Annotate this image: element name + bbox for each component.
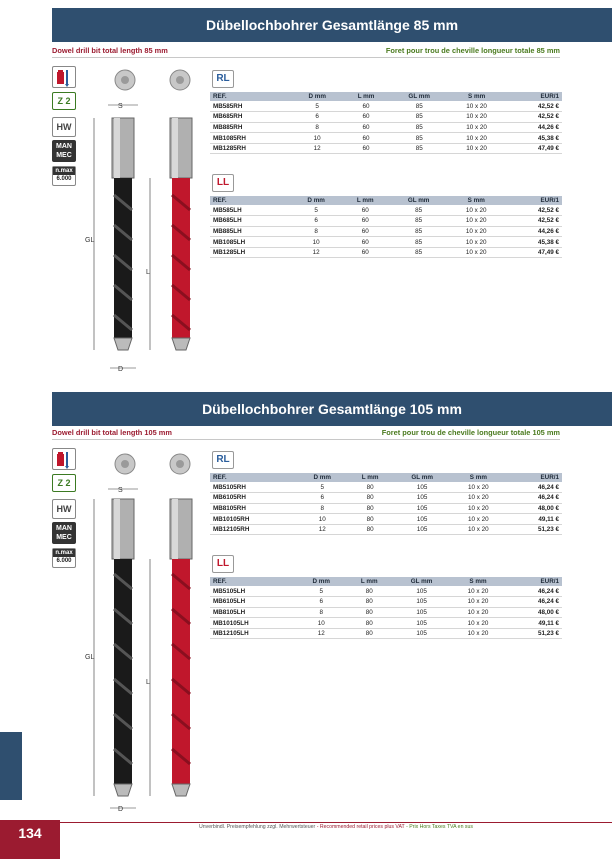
value-cell: 10 x 20	[448, 226, 505, 237]
price-table-rl	[210, 92, 562, 154]
table-header-row	[210, 92, 562, 101]
value-cell: 85	[389, 216, 448, 227]
subtitle-english: Dowel drill bit total length 105 mm	[52, 428, 172, 437]
value-cell: 5	[292, 101, 342, 112]
value-cell: 10 x 20	[451, 493, 506, 504]
table-header-row	[210, 196, 562, 205]
ref-cell: MB585RH	[210, 101, 292, 112]
value-cell: 60	[341, 237, 389, 248]
value-cell: 105	[394, 493, 451, 504]
nmax-label: n.max	[53, 549, 75, 557]
value-cell: 80	[346, 618, 393, 629]
ref-cell: MB685RH	[210, 112, 292, 123]
safety-icon	[52, 66, 76, 88]
value-cell: 60	[341, 216, 389, 227]
ref-cell: MB6105RH	[210, 493, 298, 504]
ref-cell: MB1085RH	[210, 133, 292, 144]
value-cell: 10 x 20	[451, 514, 506, 525]
footer-fr: Prix Hors Taxes TVA en sus	[409, 824, 473, 830]
value-cell: 85	[390, 101, 448, 112]
price-table-rl	[210, 473, 562, 535]
dim-gl-label: GL	[85, 654, 95, 661]
section-title: Dübellochbohrer Gesamtlänge 105 mm	[52, 392, 612, 426]
subtitle-english: Dowel drill bit total length 85 mm	[52, 46, 168, 55]
divider	[52, 57, 560, 58]
value-cell: 12	[291, 247, 341, 258]
column-header: S mm	[451, 473, 506, 482]
subtitle-french: Foret pour trou de cheville longueur totale 105 mm	[381, 428, 560, 437]
page-number: 134	[0, 820, 60, 859]
value-cell: 85	[389, 247, 448, 258]
value-cell: 8	[297, 607, 346, 618]
table-row	[210, 101, 562, 112]
column-header: REF.	[210, 577, 297, 586]
value-cell: 5	[297, 586, 346, 597]
price-cell: 46,24 €	[506, 482, 562, 493]
value-cell: 10 x 20	[448, 205, 505, 216]
value-cell: 10 x 20	[448, 143, 504, 154]
value-cell: 80	[347, 524, 394, 535]
value-cell: 105	[393, 618, 450, 629]
value-cell: 80	[346, 628, 393, 639]
ref-cell: MB5105RH	[210, 482, 298, 493]
nmax-value: 6.000	[56, 176, 72, 182]
nmax-icon	[52, 166, 76, 186]
table-row	[210, 133, 562, 144]
column-header: D mm	[292, 92, 342, 101]
value-cell: 8	[291, 226, 341, 237]
value-cell: 10 x 20	[451, 503, 506, 514]
ref-cell: MB1285LH	[210, 247, 291, 258]
value-cell: 60	[342, 133, 390, 144]
rl-badge: RL	[212, 70, 234, 88]
value-cell: 6	[291, 216, 341, 227]
value-cell: 10 x 20	[450, 597, 505, 608]
column-header: GL mm	[394, 473, 451, 482]
price-cell: 42,52 €	[505, 101, 562, 112]
value-cell: 85	[389, 226, 448, 237]
ref-cell: MB885LH	[210, 226, 291, 237]
rl-badge: RL	[212, 451, 234, 469]
value-cell: 80	[347, 482, 394, 493]
value-cell: 10 x 20	[450, 586, 505, 597]
value-cell: 60	[342, 112, 390, 123]
value-cell: 85	[390, 122, 448, 133]
table-row	[210, 597, 562, 608]
column-header: D mm	[297, 577, 346, 586]
dim-s-label: S	[118, 103, 123, 110]
ref-cell: MB10105LH	[210, 618, 297, 629]
side-tab	[0, 732, 22, 800]
price-cell: 47,49 €	[505, 143, 562, 154]
value-cell: 10 x 20	[450, 607, 505, 618]
ref-cell: MB6105LH	[210, 597, 297, 608]
value-cell: 80	[346, 586, 393, 597]
value-cell: 80	[347, 514, 394, 525]
column-header: L mm	[347, 473, 394, 482]
column-header: GL mm	[389, 196, 448, 205]
drill-bit-drawing	[80, 444, 210, 820]
value-cell: 10	[297, 618, 346, 629]
value-cell: 10 x 20	[448, 112, 504, 123]
value-cell: 60	[342, 143, 390, 154]
value-cell: 10 x 20	[451, 482, 506, 493]
mec-label: MEC	[56, 534, 72, 541]
value-cell: 105	[393, 597, 450, 608]
column-header: L mm	[341, 196, 389, 205]
man-mec-icon	[52, 140, 76, 162]
ref-cell: MB5105LH	[210, 586, 297, 597]
value-cell: 12	[298, 524, 347, 535]
value-cell: 6	[292, 112, 342, 123]
ref-cell: MB10105RH	[210, 514, 298, 525]
section-title: Dübellochbohrer Gesamtlänge 85 mm	[52, 8, 612, 42]
z2-icon: Z 2	[52, 92, 76, 110]
value-cell: 6	[298, 493, 347, 504]
value-cell: 10 x 20	[451, 524, 506, 535]
column-header: GL mm	[390, 92, 448, 101]
mec-label: MEC	[56, 152, 72, 159]
value-cell: 5	[298, 482, 347, 493]
value-cell: 10 x 20	[448, 133, 504, 144]
table-row	[210, 514, 562, 525]
column-header: EUR/1	[505, 92, 562, 101]
column-header: S mm	[448, 196, 505, 205]
ll-badge: LL	[212, 555, 234, 573]
table-row	[210, 247, 562, 258]
table-row	[210, 493, 562, 504]
column-header: L mm	[342, 92, 390, 101]
table-header-row	[210, 577, 562, 586]
divider	[52, 439, 560, 440]
value-cell: 60	[341, 205, 389, 216]
value-cell: 85	[389, 205, 448, 216]
table-row	[210, 482, 562, 493]
footer-en: Recommended retail prices plus VAT	[319, 824, 405, 830]
ref-cell: MB1085LH	[210, 237, 291, 248]
nmax-icon	[52, 548, 76, 568]
footer-divider	[60, 822, 612, 823]
value-cell: 5	[291, 205, 341, 216]
dim-d-label: D	[118, 366, 124, 373]
price-cell: 48,00 €	[506, 607, 562, 618]
column-header: EUR/1	[506, 473, 562, 482]
value-cell: 12	[292, 143, 342, 154]
value-cell: 60	[342, 122, 390, 133]
price-cell: 46,24 €	[506, 597, 562, 608]
value-cell: 85	[390, 112, 448, 123]
table-row	[210, 143, 562, 154]
price-cell: 44,26 €	[505, 226, 562, 237]
value-cell: 10 x 20	[448, 122, 504, 133]
value-cell: 12	[297, 628, 346, 639]
price-cell: 49,11 €	[506, 618, 562, 629]
price-cell: 47,49 €	[505, 247, 562, 258]
nmax-label: n.max	[53, 167, 75, 175]
value-cell: 10 x 20	[448, 101, 504, 112]
table-row	[210, 618, 562, 629]
price-cell: 51,23 €	[506, 628, 562, 639]
value-cell: 10 x 20	[448, 216, 505, 227]
price-cell: 44,26 €	[505, 122, 562, 133]
value-cell: 105	[393, 628, 450, 639]
value-cell: 80	[347, 493, 394, 504]
price-cell: 48,00 €	[506, 503, 562, 514]
column-header: REF.	[210, 473, 298, 482]
ref-cell: MB885RH	[210, 122, 292, 133]
value-cell: 10	[291, 237, 341, 248]
ref-cell: MB585LH	[210, 205, 291, 216]
column-header: S mm	[450, 577, 505, 586]
drill-bit-drawing	[80, 60, 210, 380]
ref-cell: MB685LH	[210, 216, 291, 227]
man-mec-icon	[52, 522, 76, 544]
value-cell: 85	[389, 237, 448, 248]
table-row	[210, 607, 562, 618]
ref-cell: MB12105RH	[210, 524, 298, 535]
safety-icon	[52, 448, 76, 470]
nmax-value: 6.000	[56, 558, 72, 564]
value-cell: 10 x 20	[448, 237, 505, 248]
value-cell: 105	[393, 607, 450, 618]
table-row	[210, 503, 562, 514]
table-row	[210, 226, 562, 237]
value-cell: 105	[394, 524, 451, 535]
price-table-ll	[210, 196, 562, 258]
hw-icon: HW	[52, 499, 76, 519]
value-cell: 10 x 20	[450, 618, 505, 629]
column-header: L mm	[346, 577, 393, 586]
price-cell: 46,24 €	[506, 493, 562, 504]
value-cell: 80	[346, 607, 393, 618]
subtitle-french: Foret pour trou de cheville longueur totale 85 mm	[385, 46, 560, 55]
column-header: D mm	[291, 196, 341, 205]
table-row	[210, 205, 562, 216]
dim-l-label: L	[146, 679, 150, 686]
column-header: S mm	[448, 92, 504, 101]
dim-gl-label: GL	[85, 237, 95, 244]
table-row	[210, 586, 562, 597]
footer-de: Unverbindl. Preisempfehlung zzgl. Mehrwertsteuer	[199, 824, 316, 830]
hw-icon: HW	[52, 117, 76, 137]
value-cell: 10	[298, 514, 347, 525]
table-header-row	[210, 473, 562, 482]
column-header: D mm	[298, 473, 347, 482]
ref-cell: MB12105LH	[210, 628, 297, 639]
value-cell: 10 x 20	[448, 247, 505, 258]
price-cell: 51,23 €	[506, 524, 562, 535]
value-cell: 105	[393, 586, 450, 597]
table-row	[210, 122, 562, 133]
value-cell: 85	[390, 143, 448, 154]
price-cell: 46,24 €	[506, 586, 562, 597]
man-label: MAN	[56, 525, 72, 532]
value-cell: 105	[394, 514, 451, 525]
price-cell: 42,52 €	[505, 216, 562, 227]
table-row	[210, 628, 562, 639]
z2-icon: Z 2	[52, 474, 76, 492]
dim-d-label: D	[118, 806, 124, 813]
ll-badge: LL	[212, 174, 234, 192]
table-row	[210, 112, 562, 123]
value-cell: 8	[298, 503, 347, 514]
value-cell: 85	[390, 133, 448, 144]
value-cell: 80	[346, 597, 393, 608]
price-cell: 42,52 €	[505, 205, 562, 216]
column-header: GL mm	[393, 577, 450, 586]
dim-l-label: L	[146, 269, 150, 276]
ref-cell: MB8105RH	[210, 503, 298, 514]
price-cell: 42,52 €	[505, 112, 562, 123]
man-label: MAN	[56, 143, 72, 150]
ref-cell: MB8105LH	[210, 607, 297, 618]
dim-s-label: S	[118, 487, 123, 494]
value-cell: 10 x 20	[450, 628, 505, 639]
ref-cell: MB1285RH	[210, 143, 292, 154]
value-cell: 60	[341, 226, 389, 237]
price-cell: 45,38 €	[505, 133, 562, 144]
table-row	[210, 237, 562, 248]
footer-note: Unverbindl. Preisempfehlung zzgl. Mehrwertsteuer - Recommended retail prices plus VAT - Prix Hors Taxes TVA en sus	[199, 824, 473, 830]
column-header: EUR/1	[505, 196, 562, 205]
price-cell: 49,11 €	[506, 514, 562, 525]
value-cell: 8	[292, 122, 342, 133]
column-header: REF.	[210, 196, 291, 205]
column-header: REF.	[210, 92, 292, 101]
value-cell: 10	[292, 133, 342, 144]
value-cell: 105	[394, 503, 451, 514]
value-cell: 60	[342, 101, 390, 112]
value-cell: 80	[347, 503, 394, 514]
column-header: EUR/1	[506, 577, 562, 586]
table-row	[210, 524, 562, 535]
table-row	[210, 216, 562, 227]
value-cell: 6	[297, 597, 346, 608]
value-cell: 105	[394, 482, 451, 493]
value-cell: 60	[341, 247, 389, 258]
price-table-ll	[210, 577, 562, 639]
price-cell: 45,38 €	[505, 237, 562, 248]
